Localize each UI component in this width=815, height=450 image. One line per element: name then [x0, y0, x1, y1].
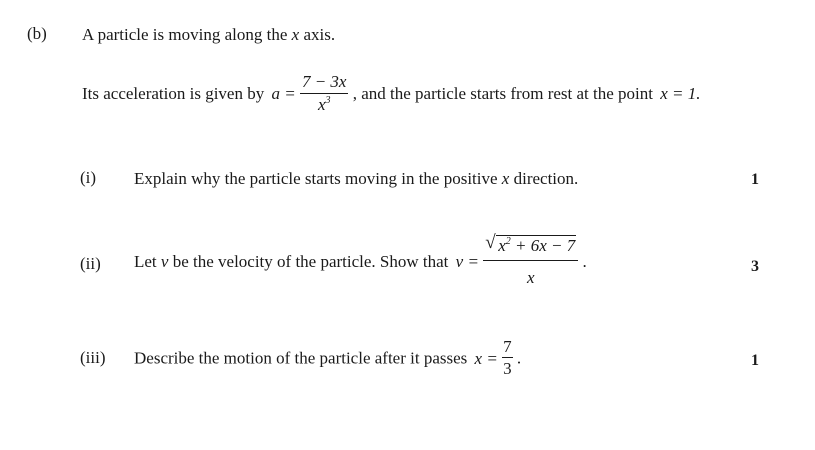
- question-i-suffix: direction.: [513, 169, 579, 188]
- question-i-var: x: [501, 169, 510, 188]
- accel-point: x = 1.: [660, 84, 701, 103]
- question-ii-mid: be the velocity of the particle. Show that: [172, 252, 449, 271]
- intro-suffix: axis.: [303, 25, 336, 44]
- question-ii-end: .: [582, 252, 587, 271]
- question-iii-prefix: Describe the motion of the particle after it passes: [134, 348, 468, 368]
- radicand-exp: 2: [505, 236, 511, 247]
- question-ii-var: v: [160, 252, 169, 271]
- question-ii-lhs: v =: [455, 252, 479, 271]
- accel-den-exp: 3: [325, 95, 331, 106]
- question-ii-text: [134, 232, 587, 289]
- question-i-text: [134, 169, 578, 189]
- accel-denominator: [300, 94, 349, 116]
- velocity-denominator: x: [526, 268, 535, 287]
- question-iii-lhs: x =: [474, 348, 498, 368]
- velocity-fraction: [483, 232, 578, 289]
- part-label: (b): [27, 24, 47, 43]
- velocity-numerator: [483, 232, 578, 261]
- intro-line: [82, 25, 335, 45]
- sqrt-expression: [485, 232, 576, 256]
- question-iii-text: [134, 337, 521, 380]
- question-iii-marks: 1: [751, 352, 759, 369]
- accel-den-base: x: [317, 95, 326, 114]
- sqrt-radicand: [496, 235, 576, 256]
- accel-numerator: 7 − 3x: [300, 72, 349, 94]
- question-iii-label: (iii): [80, 348, 106, 367]
- accel-fraction: [300, 72, 349, 116]
- question-i-marks: 1: [751, 171, 759, 188]
- question-ii-label: (ii): [80, 254, 101, 273]
- question-i-label: (i): [80, 168, 97, 187]
- accel-prefix: Its acceleration is given by: [82, 84, 265, 103]
- question-ii-marks: 3: [751, 258, 759, 275]
- question-ii-prefix: Let: [134, 252, 157, 271]
- radicand-base: x: [498, 236, 506, 255]
- seven-thirds-fraction: [502, 337, 513, 380]
- sqrt-icon: √: [485, 232, 496, 253]
- fraction-denominator: 3: [503, 359, 512, 378]
- intro-prefix: A particle is moving along the: [82, 25, 288, 44]
- intro-var: x: [291, 25, 300, 44]
- accel-line: [82, 72, 701, 116]
- question-iii-end: .: [516, 348, 522, 368]
- question-i-prefix: Explain why the particle starts moving in the positive: [134, 169, 498, 188]
- radicand-rest: + 6x − 7: [510, 236, 576, 255]
- accel-lhs: a =: [271, 84, 296, 103]
- accel-suffix: , and the particle starts from rest at the point: [352, 84, 653, 103]
- fraction-numerator: 7: [503, 337, 512, 356]
